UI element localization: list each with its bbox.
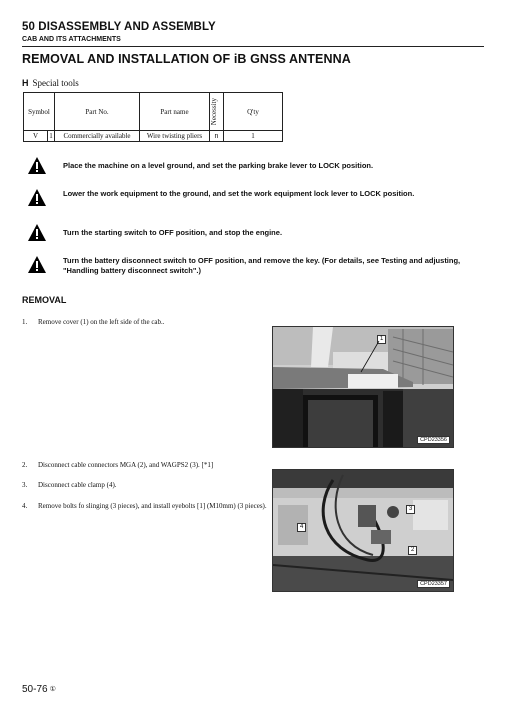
col-part-no: Part No.	[55, 93, 140, 131]
step-1	[22, 318, 262, 328]
callout-3: 3	[406, 505, 415, 514]
step-number: 3.	[22, 481, 28, 489]
cell-symbol: V	[24, 131, 48, 142]
section-title: 50 DISASSEMBLY AND ASSEMBLY	[22, 21, 216, 33]
cell-part-no: Commercially available	[55, 131, 140, 142]
warning-text: Turn the starting switch to OFF position, and stop the engine.	[63, 228, 283, 237]
step-3	[22, 481, 262, 491]
table-header-row	[24, 93, 283, 131]
col-qty: Q'ty	[224, 93, 283, 131]
step-text: Remove cover (1) on the left side of the cab..	[38, 318, 165, 326]
warning-icon	[28, 157, 46, 174]
warning-icon	[28, 189, 46, 206]
figure-tag: CPD23356	[417, 436, 450, 444]
cell-qty: 1	[224, 131, 283, 142]
warning-text: Place the machine on a level ground, and set the parking brake lever to LOCK position.	[63, 161, 374, 170]
col-necessity-label: Necessity	[210, 97, 218, 126]
figure-cab-cover-photo	[272, 326, 454, 448]
callout-1: 1	[377, 335, 386, 344]
special-tools-table	[23, 92, 283, 142]
step-text: Disconnect cable connectors MGA (2), and WAGPS2 (3). [*1]	[38, 461, 214, 469]
col-necessity	[210, 93, 224, 131]
step-number: 1.	[22, 318, 28, 326]
header-rule	[22, 46, 484, 47]
cell-index: 1	[49, 132, 53, 140]
callout-leader	[359, 340, 381, 374]
col-part-name: Part name	[140, 93, 210, 131]
step-2	[22, 461, 262, 471]
page-title: REMOVAL AND INSTALLATION OF iB GNSS ANTENNA	[22, 52, 351, 66]
revision-mark: ①	[49, 686, 56, 693]
page-number-text: 50-76	[22, 684, 48, 695]
warning-icon	[28, 256, 46, 273]
figure-connectors-photo	[272, 469, 454, 592]
figure-tag: CPD23357	[417, 580, 450, 588]
special-tools-label: Special tools	[32, 78, 79, 88]
special-tools-marker: H	[22, 78, 29, 88]
page-number	[22, 684, 56, 695]
table-row	[24, 131, 283, 142]
col-symbol: Symbol	[24, 93, 55, 131]
warning-text: Turn the battery disconnect switch to OFF position, and remove the key. (For details, see Testing and adjusting, "Handling battery disconnect switch".)	[63, 256, 461, 275]
step-number: 2.	[22, 461, 28, 469]
step-number: 4.	[22, 502, 28, 510]
section-subtitle: CAB AND ITS ATTACHMENTS	[22, 36, 121, 43]
removal-heading: REMOVAL	[22, 295, 67, 305]
step-text: Remove bolts fo slinging (3 pieces), and install eyebolts [1] (M10mm) (3 pieces).	[38, 502, 267, 510]
step-4	[22, 502, 272, 522]
warning-icon	[28, 224, 46, 241]
callout-2: 2	[408, 546, 417, 555]
cell-part-name: Wire twisting pliers	[140, 131, 210, 142]
special-tools-heading	[22, 78, 79, 88]
callout-4: 4	[297, 523, 306, 532]
warning-text: Lower the work equipment to the ground, and set the work equipment lock lever to LOCK position.	[63, 189, 415, 198]
cell-necessity: n	[210, 131, 224, 142]
step-text: Disconnect cable clamp (4).	[38, 481, 117, 489]
